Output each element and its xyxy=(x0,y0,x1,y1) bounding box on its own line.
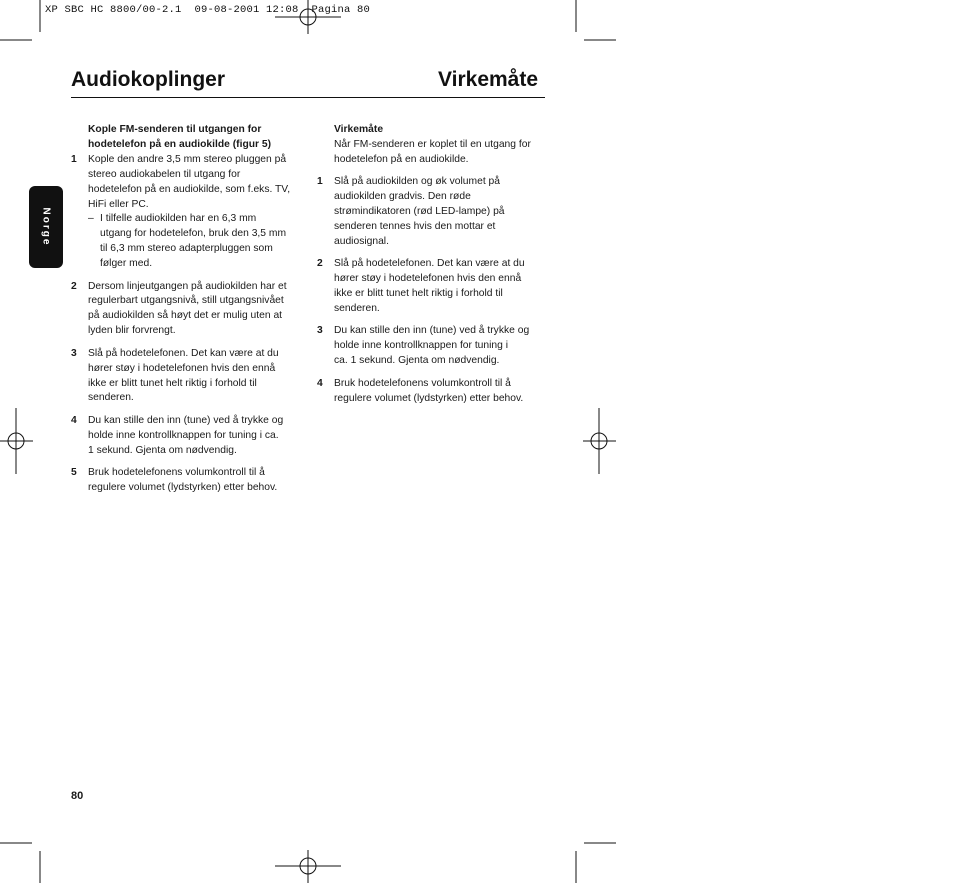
step-number: 4 xyxy=(317,377,323,389)
left-step-1: 1 Kople den andre 3,5 mm stereo pluggen på stereo audiokabelen til utgang for hodetelefon på en audiokilde, som f.eks. TV, HiFi eller PC. – I tilfelle audiokilden har en 6,3 mm utgang for hodetelefon, bruk den 3,5 mm til 6,3 mm stereo adapterpluggen som følger med. xyxy=(71,153,303,272)
language-tab xyxy=(29,186,63,268)
right-step-4: 4 Bruk hodetelefonens volumkontroll til å regulere volumet (lydstyrken) etter behov. xyxy=(317,377,549,407)
step-number: 4 xyxy=(71,414,77,426)
heading-audiokoplinger: Audiokoplinger xyxy=(71,68,225,91)
print-slug: XP SBC HC 8800/00-2.1 09-08-2001 12:08 Pagina 80 xyxy=(45,4,371,16)
step-number: 5 xyxy=(71,467,77,479)
page-number: 80 xyxy=(71,790,84,802)
right-step-3: 3 Du kan stille den inn (tune) ved å trykke og holde inne kontrollknappen for tuning i ca. 1 sekund. Gjenta om nødvendig. xyxy=(317,324,549,369)
right-step-2: 2 Slå på hodetelefonen. Det kan være at du hører støy i hodetelefonen hvis den ennå ikke er blitt tunet helt riktig i forhold til senderen. xyxy=(317,257,549,317)
step-number: 1 xyxy=(71,153,77,165)
heading-virkemate: Virkemåte xyxy=(438,68,539,91)
left-step-2: 2 Dersom linjeutgangen på audiokilden har et regulerbart utgangsnivå, still utgangsnivået på audiokilden så høyt det er mulig uten at lyden blir forvrengt. xyxy=(71,280,303,340)
right-intro: Når FM-senderen er koplet til en utgang for hodetelefon på en audiokilde. xyxy=(334,138,531,165)
step-number: 3 xyxy=(71,347,77,359)
registration-mark-right xyxy=(583,408,616,474)
registration-mark-top xyxy=(275,0,341,34)
left-column xyxy=(71,123,303,496)
left-step-4: 4 Du kan stille den inn (tune) ved å trykke og holde inne kontrollknappen for tuning i ca. 1 sekund. Gjenta om nødvendig. xyxy=(71,414,303,459)
step-number: 2 xyxy=(317,258,323,270)
right-column xyxy=(317,123,549,406)
heading-rule xyxy=(71,97,545,98)
registration-mark-bottom xyxy=(275,850,341,883)
left-step-3: 3 Slå på hodetelefonen. Det kan være at du hører støy i hodetelefonen hvis den ennå ikke er blitt tunet helt riktig i forhold til senderen. xyxy=(71,347,303,407)
right-subheading: Virkemåte xyxy=(334,124,384,135)
step-number: 1 xyxy=(317,176,323,188)
right-step-1: 1 Slå på audiokilden og øk volumet på audiokilden gradvis. Den røde strømindikatoren (rød LED-lampe) på senderen tennes hvis den mottar et audiosignal. xyxy=(317,175,549,250)
step-number: 3 xyxy=(317,325,323,337)
left-step-5: 5 Bruk hodetelefonens volumkontroll til å regulere volumet (lydstyrken) etter behov. xyxy=(71,466,303,496)
registration-mark-left xyxy=(0,408,33,474)
step-number: 2 xyxy=(71,280,77,292)
step-1-note: – I tilfelle audiokilden har en 6,3 mm utgang for hodetelefon, bruk den 3,5 mm til 6,3 mm stereo adapterpluggen som følger med. xyxy=(88,213,287,270)
language-tab-label: Norge xyxy=(40,207,52,247)
left-subheading: Kople FM-senderen til utgangen for hodetelefon på en audiokilde (figur 5) xyxy=(88,124,272,150)
